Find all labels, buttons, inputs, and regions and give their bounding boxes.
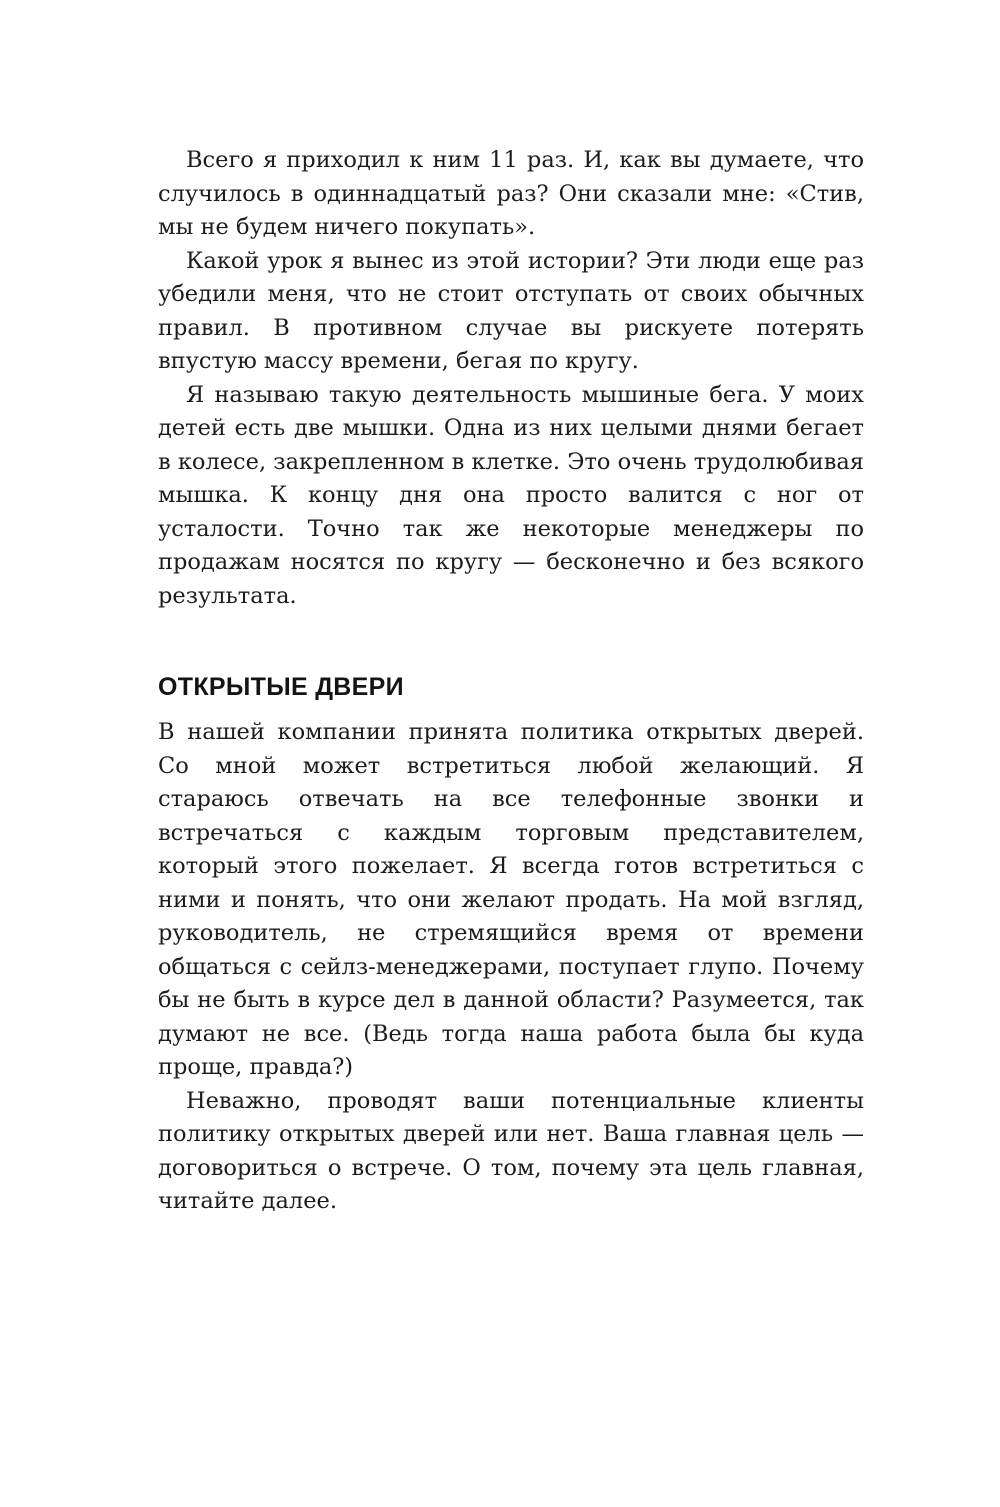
paragraph-eleven-visits: Всего я приходил к ним 11 раз. И, как вы думаете, что случилось в одиннадцатый раз? Они сказали мне: «Стив, мы не будем ничего покупать». bbox=[158, 147, 864, 240]
book-page bbox=[158, 144, 864, 1219]
paragraph-mouse-race: Я называю такую деятельность мышиные бега. У моих детей есть две мышки. Одна из них целыми днями бегает в колесе, закрепленном в клетке. Это очень трудолюбивая мышка. К концу дня она просто валится с ног от усталости. Точно так же некоторые менеджеры по продажам носятся по кругу — бесконечно и без всякого результата. bbox=[158, 381, 864, 609]
paragraph-main-goal: Неважно, проводят ваши потенциальные клиенты политику открытых дверей или нет. Ваша главная цель — договориться о встрече. О том, почему эта цель главная, читайте далее. bbox=[158, 1087, 864, 1214]
paragraph-open-door-policy: В нашей компании принята политика открытых дверей. Со мной может встретиться любой желающий. Я стараюсь отвечать на все телефонные звонки и встречаться с каждым торговым представителем, который этого пожелает. Я всегда готов встретиться с ними и понять, что они желают продать. На мой взгляд, руководитель, не стремящийся время от времени общаться с сейлз-менеджерами, поступает глупо. Почему бы не быть в курсе дел в данной области? Разумеется, так думают не все. (Ведь тогда наша работа была бы куда проще, правда?) bbox=[158, 719, 864, 1080]
paragraph-lesson: Какой урок я вынес из этой истории? Эти люди еще раз убедили меня, что не стоит отступать от своих обычных правил. В противном случае вы рискуете потерять впустую массу времени, бегая по кругу. bbox=[158, 247, 864, 374]
section-heading-open-doors: ОТКРЫТЫЕ ДВЕРИ bbox=[158, 673, 404, 701]
